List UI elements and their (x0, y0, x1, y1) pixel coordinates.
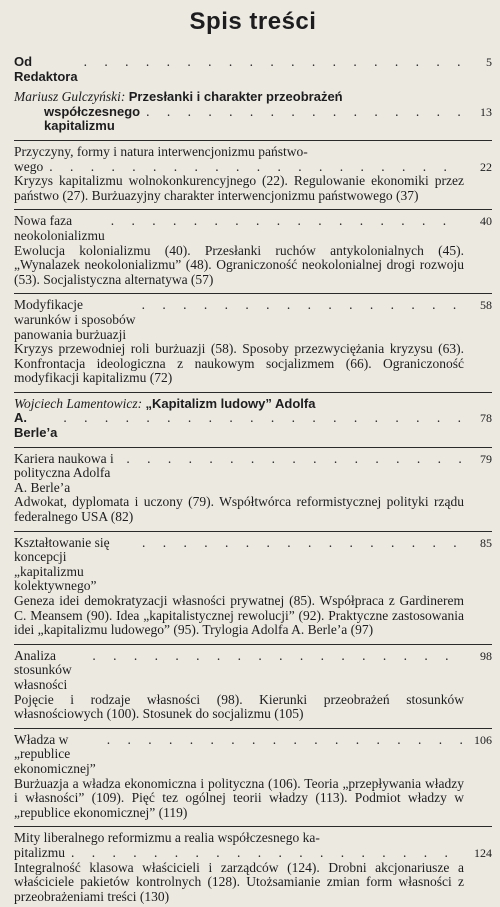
section-heading: Analiza stosunków własności (14, 647, 72, 692)
page-number: 22 (480, 159, 492, 174)
leader-dots (57, 411, 464, 426)
toc-chapter-gulczynski[interactable] (14, 87, 492, 137)
section-summary: Pojęcie i rodzaje własności (98). Kierunki przeobrażeń stosunków własnościowych (100). Stosunek do socjalizmu (105) (14, 691, 464, 722)
toc-section[interactable] (14, 447, 492, 528)
chapter-title-line-1: Przesłanki i charakter przeobrażeń (128, 89, 343, 105)
chapter-author: Mariusz Gulczyński: (14, 89, 126, 105)
leader-dots (78, 55, 464, 70)
section-summary: Kryzys przewodniej roli burżuazji (58). Sposoby przezwyciężania kryzysu (63). Konfrontacja ideologiczna z naukowym socjalizmem (66). Ograniczoność modyfikacji kapitalizmu (72) (14, 341, 464, 386)
leader-dots (43, 160, 464, 175)
leader-dots (101, 733, 464, 748)
leader-dots (140, 105, 464, 120)
page-number: 79 (480, 451, 492, 466)
entry-title: Od Redaktora (14, 54, 78, 84)
leader-dots (65, 846, 464, 861)
page-number: 98 (480, 648, 492, 663)
section-heading: Nowa faza neokolonializmu (14, 213, 105, 243)
section-heading: Przyczyny, formy i natura interwencjonizmu państwo- (14, 143, 308, 159)
section-heading: Modyfikacje warunków i sposobów panowania burżuazji (14, 297, 136, 342)
toc-section[interactable] (14, 209, 492, 290)
toc-chapter-lamentowicz[interactable] (14, 392, 492, 444)
toc-entry-redaktor[interactable] (14, 52, 492, 87)
toc-section[interactable] (14, 826, 492, 907)
section-heading-cont: pitalizmu (14, 844, 65, 860)
toc-section[interactable] (14, 728, 492, 824)
section-summary: Burżuazja a władza ekonomiczna i polityczna (106). Teoria „przepływania władzy i własności” (109). Pięć tez ogólnej teorii władzy (113). Podmiot władzy w „republice ekonomicznej” (119) (14, 775, 464, 820)
section-heading-cont: wego (14, 158, 44, 174)
page-number: 5 (486, 55, 492, 69)
page-title: Spis treści (189, 8, 317, 35)
toc-section[interactable] (14, 531, 492, 641)
section-heading: Kształtowanie się koncepcji „kapitalizmu kolektywnego” (14, 534, 110, 594)
section-heading: Mity liberalnego reformizmu a realia współczesnego ka- (14, 830, 320, 846)
toc-section[interactable] (14, 293, 492, 389)
section-summary: Ewolucja kolonializmu (40). Przesłanki ruchów antykolonialnych (45). „Wynalazek neokolonializmu” (48). Ograniczoność neokolonialnej drogi rozwoju (53). Socjalistyczna alternatywa (57) (14, 242, 464, 287)
table-of-contents (14, 52, 492, 907)
leader-dots (86, 649, 464, 664)
leader-dots (136, 298, 464, 313)
section-summary: Adwokat, dyplomata i uczony (79). Współtwórca reformistycznej polityki rządu federalnego USA (82) (14, 494, 464, 525)
page-number: 106 (474, 732, 492, 747)
page-number: 78 (480, 411, 492, 426)
leader-dots (105, 214, 464, 229)
leader-dots (120, 452, 464, 467)
section-summary: Geneza idei demokratyzacji własności prywatnej (85). Współpraca z Gardinerem C. Meansem (90). Idea „kapitalistycznej rewolucji” (92). Praktyczne zastosowania idei „kapitalizmu ludowego” (95). Trylogia Adolfa A. Berle’a (97) (14, 593, 464, 638)
leader-dots (136, 536, 464, 551)
section-heading: Kariera naukowa i polityczna Adolfa A. Berle’a (14, 450, 114, 495)
chapter-author: Wojciech Lamentowicz: (14, 395, 143, 411)
toc-section[interactable] (14, 140, 492, 206)
section-summary: Kryzys kapitalizmu wolnokonkurencyjnego (22). Regulowanie ekonomiki przez państwo (27). Burżuazyjny charakter interwencjonizmu państwowego (37) (14, 173, 464, 203)
page-number: 40 (480, 214, 492, 229)
page-number: 85 (480, 535, 492, 550)
section-summary: Integralność klasowa właścicieli i zarządców (124). Drobni akcjonariusze a właściciele pakietów kontrolnych (128). Utożsamianie zmian form własności z przeobrażeniami treści (130) (14, 859, 464, 904)
section-heading: Władza w „republice ekonomicznej” (14, 731, 96, 776)
page-number: 58 (480, 298, 492, 313)
page-number: 13 (480, 104, 492, 119)
page-number: 124 (474, 845, 492, 860)
chapter-title-line-2: współczesnego kapitalizmu (44, 103, 141, 134)
toc-section[interactable] (14, 644, 492, 725)
chapter-title-line-2: A. Berle’a (14, 410, 58, 441)
chapter-title-line-1: „Kapitalizm ludowy” Adolfa (145, 395, 316, 411)
